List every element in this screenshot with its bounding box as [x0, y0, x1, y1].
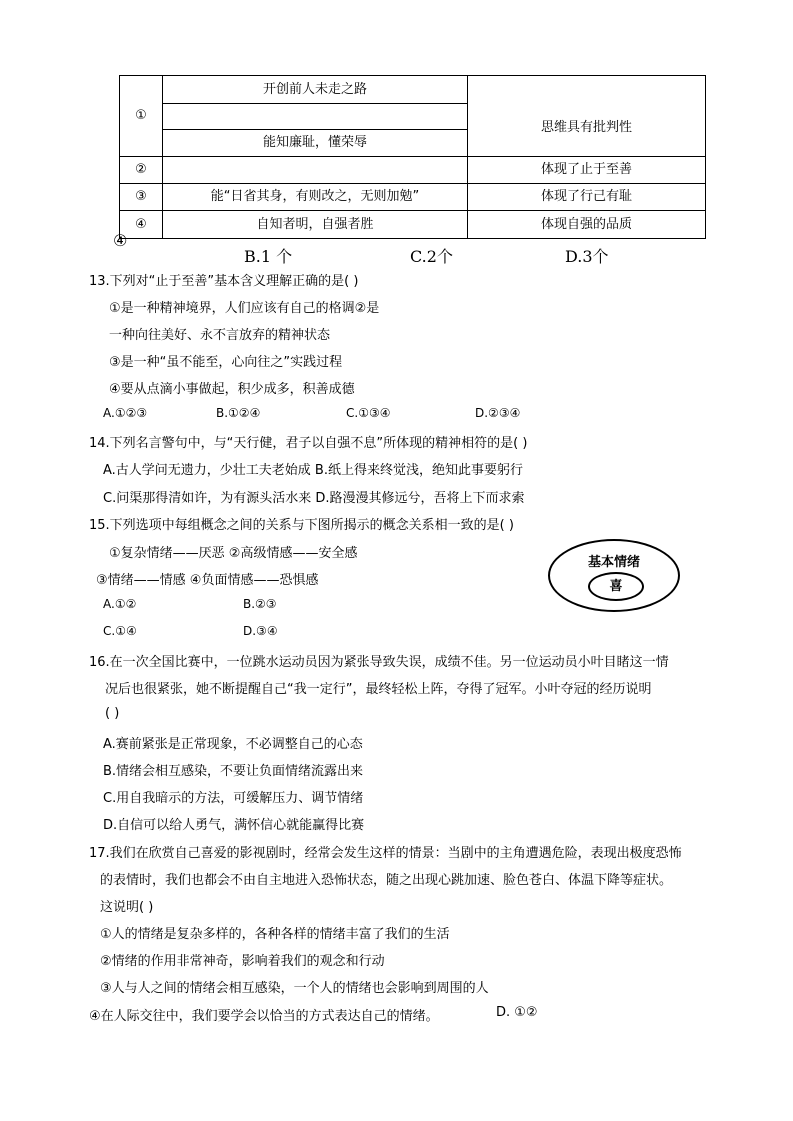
q17-stem: 17.我们在欣赏自己喜爱的影视剧时，经常会发生这样的情景：当剧中的主角遭遇危险，表现出极度恐怖	[89, 846, 682, 861]
q13-option-a: A.①②③	[103, 406, 148, 420]
q14-stem: 14.下列名言警句中，与“天行健，君子以自强不息”所体现的精神相符的是( )	[89, 436, 528, 451]
table-cell-right: 体现了止于至善	[468, 157, 706, 184]
diagram-inner-circle	[588, 572, 644, 601]
q16-stem: 况后也很紧张，她不断提醒自己“我一定行”，最终轻松上阵，夺得了冠军。小叶夺冠的经历说明	[105, 682, 652, 697]
table-cell-left: 开创前人未走之路	[163, 76, 468, 104]
overflow-mark: ④	[113, 231, 128, 250]
q13-option-b: B.①②④	[216, 406, 261, 420]
q17-option-d: D. ①②	[496, 1005, 538, 1020]
q13-option-c: C.①③④	[346, 406, 391, 420]
q17-line: ③人与人之间的情绪会相互感染，一个人的情绪也会影响到周围的人	[100, 981, 489, 996]
concept-diagram	[548, 539, 680, 612]
q16-option-a: A.赛前紧张是正常现象，不必调整自己的心态	[103, 737, 363, 752]
table-cell-right: 体现了行己有耻	[468, 184, 706, 211]
table-cell-left: 自知者明，自强者胜	[163, 211, 468, 239]
q14-options-cd: C.问渠那得清如许，为有源头活水来 D.路漫漫其修远兮，吾将上下而求索	[103, 491, 525, 506]
option-d: D.3个	[565, 247, 609, 266]
q15-option-a: A.①②	[103, 597, 137, 611]
option-b: B.1 个	[244, 247, 293, 266]
table-cell-left-empty	[163, 157, 468, 184]
q15-option-d: D.③④	[243, 624, 278, 638]
row-number-1: ①	[120, 76, 163, 157]
diagram-inner-label: 喜	[609, 579, 623, 594]
q17-line: ④在人际交往中，我们要学会以恰当的方式表达自己的情绪。	[89, 1009, 439, 1024]
comparison-table	[119, 75, 706, 239]
q13-line: ④要从点滴小事做起，积少成多，积善成德	[109, 382, 355, 397]
option-c: C.2个	[410, 247, 453, 266]
table-cell-left-empty	[163, 104, 468, 130]
q15-line: ③情绪——情感 ④负面情感——恐惧感	[96, 573, 319, 588]
q13-line: ①是一种精神境界，人们应该有自己的格调②是	[109, 301, 380, 316]
q15-option-b: B.②③	[243, 597, 277, 611]
q17-line: ①人的情绪是复杂多样的，各种各样的情绪丰富了我们的生活	[100, 927, 450, 942]
table-cell-right	[468, 76, 706, 104]
row-number-3: ③	[120, 184, 163, 211]
q13-option-d: D.②③④	[475, 406, 521, 420]
q16-option-c: C.用自我暗示的方法，可缓解压力、调节情绪	[103, 791, 364, 806]
table-cell-right: 思维具有批判性	[468, 104, 706, 157]
q13-line: ③是一种“虽不能至，心向往之”实践过程	[109, 355, 343, 370]
q16-option-b: B.情绪会相互感染，不要让负面情绪流露出来	[103, 764, 364, 779]
q16-stem: ( )	[105, 706, 120, 721]
q17-stem: 的表情时，我们也都会不由自主地进入恐怖状态，随之出现心跳加速、脸色苍白、体温下降等症状。	[100, 873, 673, 888]
q17-line: ②情绪的作用非常神奇，影响着我们的观念和行动	[100, 954, 385, 969]
q15-stem: 15.下列选项中每组概念之间的关系与下图所揭示的概念关系相一致的是( )	[89, 518, 514, 533]
table-cell-left: 能“日省其身，有则改之，无则加勉”	[163, 184, 468, 211]
q16-option-d: D.自信可以给人勇气，满怀信心就能赢得比赛	[103, 818, 365, 833]
table-cell-right: 体现自强的品质	[468, 211, 706, 239]
q14-options-ab: A.古人学问无遗力，少壮工夫老始成 B.纸上得来终觉浅，绝知此事要躬行	[103, 463, 523, 478]
q16-stem: 16.在一次全国比赛中，一位跳水运动员因为紧张导致失误，成绩不佳。另一位运动员小叶目睹这一情	[89, 655, 669, 670]
q15-option-c: C.①④	[103, 624, 137, 638]
table-cell-left: 能知廉耻，懂荣辱	[163, 130, 468, 157]
q17-stem: 这说明( )	[100, 900, 154, 915]
q13-line: 一种向往美好、永不言放弃的精神状态	[109, 328, 331, 343]
q15-line: ①复杂情绪——厌恶 ②高级情感——安全感	[109, 546, 358, 561]
row-number-2: ②	[120, 157, 163, 184]
q13-stem: 13.下列对“止于至善”基本含义理解正确的是( )	[89, 274, 359, 289]
diagram-outer-label: 基本情绪	[587, 555, 640, 570]
row-number-4: ④	[120, 211, 163, 239]
